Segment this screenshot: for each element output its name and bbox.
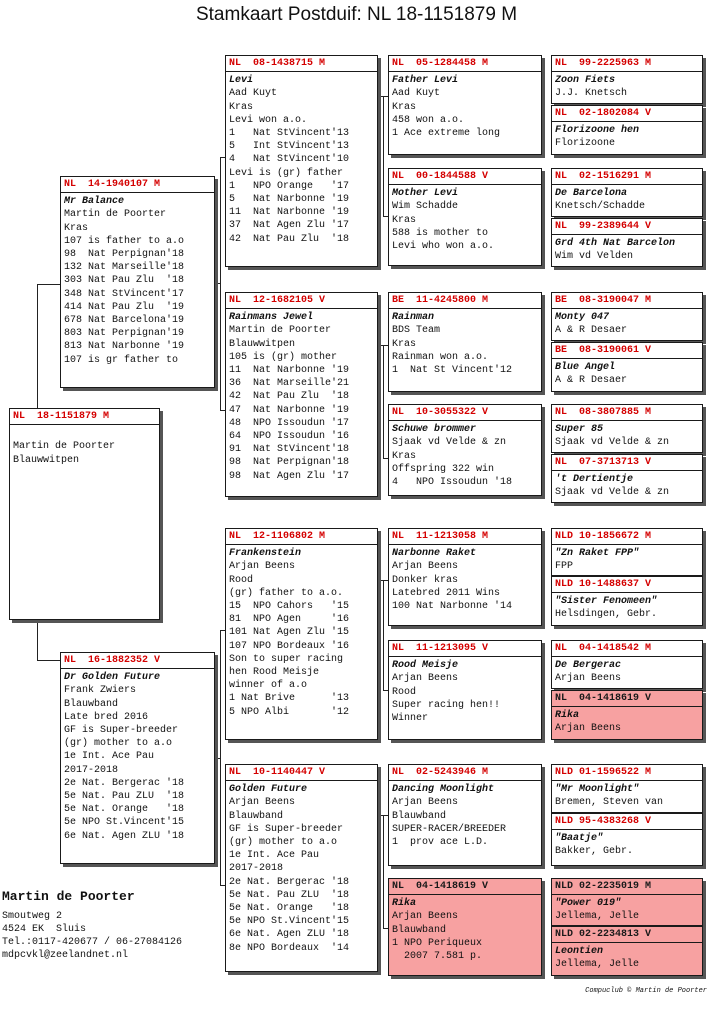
card-line: 2007 7.581 p. bbox=[392, 951, 483, 963]
card-line: 5e Nat. Orange '18 bbox=[229, 903, 350, 915]
card-line: 1 Ace extreme long bbox=[392, 128, 501, 140]
card-line: Blauwband bbox=[229, 810, 284, 822]
ring-number: NL 11-1213095 V bbox=[389, 641, 541, 657]
pigeon-name: Florizoone hen bbox=[555, 125, 640, 137]
card-line: Kras bbox=[392, 214, 417, 226]
card-line: Donker kras bbox=[392, 574, 459, 586]
card-line: Wim Schadde bbox=[392, 201, 459, 213]
card-line: Rood bbox=[392, 686, 417, 698]
card-line: Offspring 322 win bbox=[392, 463, 495, 475]
card-line: 1 Nat StVincent'13 bbox=[229, 128, 350, 140]
ring-number: NL 00-1844588 V bbox=[389, 169, 541, 185]
pedigree-card-g3 bbox=[551, 168, 703, 217]
card-line: Kras bbox=[64, 222, 89, 234]
pigeon-name: Mother Levi bbox=[392, 188, 459, 200]
card-line: Arjan Beens bbox=[229, 561, 296, 573]
pigeon-name: "Zn Raket FPP" bbox=[555, 548, 640, 560]
ring-number: NL 02-5243946 M bbox=[389, 765, 541, 781]
pigeon-name: Super 85 bbox=[555, 424, 604, 436]
connector bbox=[37, 284, 38, 410]
card-line: Arjan Beens bbox=[555, 723, 622, 735]
card-line: 91 Nat StVincent'18 bbox=[229, 444, 350, 456]
pigeon-name: Rika bbox=[555, 710, 580, 722]
pigeon-name: Rika bbox=[392, 898, 417, 910]
card-line: Helsdingen, Gebr. bbox=[555, 609, 658, 621]
card-line: 1e Int. Ace Pau bbox=[64, 751, 155, 763]
pedigree-card-g13 bbox=[551, 764, 703, 813]
ring-number: NL 04-1418619 V bbox=[389, 879, 541, 895]
connector bbox=[37, 284, 62, 285]
pigeon-name: Rainmans Jewel bbox=[229, 312, 314, 324]
card-line: 98 Nat Perpignan'18 bbox=[64, 249, 185, 261]
card-line: Knetsch/Schadde bbox=[555, 201, 646, 213]
card-line: Arjan Beens bbox=[392, 911, 459, 923]
pedigree-card-g1 bbox=[551, 55, 703, 104]
card-line: 37 Nat Agen Zlu '17 bbox=[229, 220, 350, 232]
card-line: A & R Desaer bbox=[555, 375, 628, 387]
connector bbox=[383, 815, 384, 928]
card-line: Son to super racing bbox=[229, 653, 344, 665]
pigeon-name: "Sister Fenomeen" bbox=[555, 596, 658, 608]
card-line: 107 is father to a.o bbox=[64, 235, 185, 247]
ring-number: NL 02-1802084 V bbox=[552, 106, 702, 122]
pedigree-card-subject bbox=[9, 408, 160, 620]
connector bbox=[37, 621, 38, 660]
pigeon-name: Rood Meisje bbox=[392, 660, 459, 672]
card-line: Arjan Beens bbox=[392, 561, 459, 573]
card-line: 15 NPO Cahors '15 bbox=[229, 601, 350, 613]
card-line: Sjaak vd Velde & zn bbox=[555, 437, 670, 449]
card-line: Kras bbox=[392, 338, 417, 350]
ring-number: NL 04-1418542 M bbox=[552, 641, 702, 657]
ring-number: BE 08-3190061 V bbox=[552, 343, 702, 359]
owner-address: Smoutweg 2 bbox=[2, 911, 63, 922]
card-line: GF is Super-breeder bbox=[229, 823, 344, 835]
owner-postcode: 4524 EK Sluis bbox=[2, 924, 87, 935]
card-line: Arjan Beens bbox=[229, 797, 296, 809]
ring-number: NL 02-1516291 M bbox=[552, 169, 702, 185]
card-line: Rood bbox=[229, 574, 254, 586]
pedigree-card-sdd bbox=[388, 404, 542, 496]
card-line: 100 Nat Narbonne '14 bbox=[392, 601, 513, 613]
connector bbox=[383, 580, 384, 690]
pigeon-name: "Mr Moonlight" bbox=[555, 784, 640, 796]
ring-number: NL 12-1682105 V bbox=[226, 293, 377, 309]
card-line bbox=[13, 427, 156, 440]
pigeon-name: "Power 019" bbox=[555, 898, 622, 910]
pedigree-card-g7 bbox=[551, 404, 703, 453]
pedigree-card-sire-dam bbox=[225, 292, 378, 497]
pedigree-card-sire bbox=[60, 176, 215, 388]
card-line: Levi is (gr) father bbox=[229, 167, 344, 179]
card-line: A & R Desaer bbox=[555, 325, 628, 337]
card-line: Martin de Poorter bbox=[13, 441, 116, 453]
pedigree-card-g8 bbox=[551, 454, 703, 503]
card-line: Latebred 2011 Wins bbox=[392, 587, 501, 599]
owner-email: mdpcvkl@zeelandnet.nl bbox=[2, 950, 129, 961]
card-line: Kras bbox=[392, 101, 417, 113]
card-line: 98 Nat Agen Zlu '17 bbox=[229, 470, 350, 482]
pedigree-card-g5 bbox=[551, 292, 703, 341]
card-line: 1 Nat Brive '13 bbox=[229, 693, 350, 705]
card-line: Bakker, Gebr. bbox=[555, 846, 634, 858]
ring-number: NL 10-3055322 V bbox=[389, 405, 541, 421]
connector bbox=[220, 630, 221, 885]
card-line: 5e Nat. Pau ZLU '18 bbox=[64, 791, 185, 803]
card-line: 303 Nat Pau Zlu '18 bbox=[64, 275, 185, 287]
pedigree-card-g9 bbox=[551, 528, 703, 576]
card-line: 414 Nat Pau Zlu '19 bbox=[64, 301, 185, 313]
card-line: Arjan Beens bbox=[392, 797, 459, 809]
card-line: 2e Nat. Bergerac '18 bbox=[64, 777, 185, 789]
card-line: Blauwband bbox=[64, 698, 119, 710]
card-line: Super racing hen!! bbox=[392, 699, 501, 711]
pigeon-name: Dr Golden Future bbox=[64, 672, 161, 684]
ring-number: NL 05-1284458 M bbox=[389, 56, 541, 72]
pigeon-name: Dancing Moonlight bbox=[392, 784, 495, 796]
pigeon-name: De Bergerac bbox=[555, 660, 622, 672]
pedigree-card-dam bbox=[60, 652, 215, 864]
pigeon-name: Rainman bbox=[392, 312, 435, 324]
card-line: 5 Nat Narbonne '19 bbox=[229, 194, 350, 206]
card-line: Jellema, Jelle bbox=[555, 911, 640, 923]
ring-number: NLD 10-1488637 V bbox=[552, 577, 702, 593]
footer-credit: Compuclub © Martin de Poorter bbox=[585, 987, 707, 995]
ring-number: NLD 02-2235019 M bbox=[552, 879, 702, 895]
pigeon-name: 't Dertientje bbox=[555, 474, 634, 486]
card-line: (gr) father to a.o. bbox=[229, 587, 344, 599]
ring-number: NL 04-1418619 V bbox=[552, 691, 702, 707]
card-line: FPP bbox=[555, 561, 574, 573]
ring-number: NL 11-1213058 M bbox=[389, 529, 541, 545]
ring-number: BE 11-4245800 M bbox=[389, 293, 541, 309]
card-line: Martin de Poorter bbox=[64, 209, 167, 221]
card-line: (gr) mother to a.o bbox=[64, 738, 173, 750]
pigeon-name: Schuwe brommer bbox=[392, 424, 477, 436]
card-line: 803 Nat Perpignan'19 bbox=[64, 328, 185, 340]
connector bbox=[37, 660, 62, 661]
ring-number: BE 08-3190047 M bbox=[552, 293, 702, 309]
card-line: 47 Nat Narbonne '19 bbox=[229, 404, 350, 416]
card-line: 5 Int StVincent'13 bbox=[229, 141, 350, 153]
card-line: Aad Kuyt bbox=[229, 88, 278, 100]
card-line: J.J. Knetsch bbox=[555, 88, 628, 100]
owner-info bbox=[2, 889, 182, 962]
card-line: 2017-2018 bbox=[229, 863, 284, 875]
card-line: Arjan Beens bbox=[555, 673, 622, 685]
pedigree-card-g11 bbox=[551, 640, 703, 689]
card-line: winner of a.o bbox=[229, 680, 308, 692]
ring-number: NLD 02-2234813 V bbox=[552, 927, 702, 943]
page-title: Stamkaart Postduif: NL 18-1151879 M bbox=[195, 4, 518, 25]
pedigree-card-dsd bbox=[388, 640, 542, 740]
ring-number: NL 10-1140447 V bbox=[226, 765, 377, 781]
ring-number: NLD 01-1596522 M bbox=[552, 765, 702, 781]
pigeon-name: Blue Angel bbox=[555, 362, 616, 374]
pedigree-card-dam-dam bbox=[225, 764, 378, 972]
pigeon-name: "Baatje" bbox=[555, 833, 604, 845]
card-line: 11 Nat Narbonne '19 bbox=[229, 207, 350, 219]
card-line: Blauwband bbox=[392, 924, 447, 936]
pedigree-card-g4 bbox=[551, 218, 703, 267]
ring-number: NL 18-1151879 M bbox=[10, 409, 159, 425]
pedigree-card-g14 bbox=[551, 813, 703, 866]
pigeon-name: Golden Future bbox=[229, 784, 308, 796]
pedigree-card-g2 bbox=[551, 105, 703, 155]
card-line: Winner bbox=[392, 713, 429, 725]
pigeon-name: Monty 047 bbox=[555, 312, 610, 324]
card-line: 107 NPO Bordeaux '16 bbox=[229, 640, 350, 652]
card-line: Sjaak vd Velde & zn bbox=[555, 487, 670, 499]
pedigree-card-dds bbox=[388, 764, 542, 866]
card-line: 5e Nat. Pau ZLU '18 bbox=[229, 889, 350, 901]
card-line: 36 Nat Marseille'21 bbox=[229, 378, 350, 390]
card-line: 5 NPO Albi '12 bbox=[229, 706, 350, 718]
card-line: Kras bbox=[392, 450, 417, 462]
ring-number: NL 16-1882352 V bbox=[61, 653, 214, 669]
pedigree-card-g16 bbox=[551, 926, 703, 976]
card-line: Blauwwitpen bbox=[229, 338, 296, 350]
card-line: 105 is (gr) mother bbox=[229, 351, 338, 363]
card-line: 48 NPO Issoudun '17 bbox=[229, 417, 350, 429]
card-line: 4 NPO Issoudun '18 bbox=[392, 477, 513, 489]
connector bbox=[383, 345, 384, 458]
ring-number: NLD 10-1856672 M bbox=[552, 529, 702, 545]
card-line: hen Rood Meisje bbox=[229, 667, 320, 679]
pigeon-name: Frankenstein bbox=[229, 548, 302, 560]
owner-name: Martin de Poorter bbox=[2, 889, 135, 904]
pedigree-card-g6 bbox=[551, 342, 703, 392]
card-line: 5e NPO St.Vincent'15 bbox=[64, 817, 185, 829]
connector bbox=[220, 157, 221, 410]
pigeon-name: Leontien bbox=[555, 946, 604, 958]
card-line: Martin de Poorter bbox=[229, 325, 332, 337]
pedigree-card-sss bbox=[388, 55, 542, 155]
card-line: 42 Nat Pau Zlu '18 bbox=[229, 391, 350, 403]
owner-phone: Tel.:0117-420677 / 06-27084126 bbox=[2, 937, 183, 948]
card-line: Florizoone bbox=[555, 138, 616, 150]
card-line: Blauwband bbox=[392, 810, 447, 822]
pigeon-name: Father Levi bbox=[392, 75, 459, 87]
card-line: Levi won a.o. bbox=[229, 114, 308, 126]
pedigree-card-sire-sire bbox=[225, 55, 378, 267]
card-line: Sjaak vd Velde & zn bbox=[392, 437, 507, 449]
card-line: 6e Nat. Agen ZLU '18 bbox=[64, 830, 185, 842]
card-line: Frank Zwiers bbox=[64, 685, 137, 697]
ring-number: NL 99-2225963 M bbox=[552, 56, 702, 72]
card-line: 8e NPO Bordeaux '14 bbox=[229, 942, 350, 954]
card-line: 4 Nat StVincent'10 bbox=[229, 154, 350, 166]
card-line: Bremen, Steven van bbox=[555, 797, 664, 809]
card-line: 6e Nat. Agen ZLU '18 bbox=[229, 929, 350, 941]
pedigree-card-g10 bbox=[551, 576, 703, 626]
card-line: GF is Super-breeder bbox=[64, 725, 179, 737]
pedigree-card-ssd bbox=[388, 168, 542, 266]
card-line: 2e Nat. Bergerac '18 bbox=[229, 876, 350, 888]
pigeon-name: De Barcelona bbox=[555, 188, 628, 200]
card-line: 1e Int. Ace Pau bbox=[229, 850, 320, 862]
ring-number: NL 99-2389644 V bbox=[552, 219, 702, 235]
card-line: 588 is mother to bbox=[392, 227, 489, 239]
card-line: 458 won a.o. bbox=[392, 114, 465, 126]
pigeon-name: Levi bbox=[229, 75, 254, 87]
pedigree-card-dam-sire bbox=[225, 528, 378, 740]
card-line: 132 Nat Marseille'18 bbox=[64, 262, 185, 274]
card-line: 678 Nat Barcelona'19 bbox=[64, 315, 185, 327]
card-line: 5e NPO St.Vincent'15 bbox=[229, 916, 350, 928]
card-line: Arjan Beens bbox=[392, 673, 459, 685]
pedigree-card-g15 bbox=[551, 878, 703, 926]
pedigree-card-ddd bbox=[388, 878, 542, 976]
ring-number: NL 12-1106802 M bbox=[226, 529, 377, 545]
card-line: 1 prov ace L.D. bbox=[392, 837, 489, 849]
card-line: 64 NPO Issoudun '16 bbox=[229, 431, 350, 443]
card-line: 11 Nat Narbonne '19 bbox=[229, 365, 350, 377]
card-line: Rainman won a.o. bbox=[392, 351, 489, 363]
pigeon-name: Narbonne Raket bbox=[392, 548, 477, 560]
ring-number: NLD 95-4383268 V bbox=[552, 814, 702, 830]
card-line: BDS Team bbox=[392, 325, 441, 337]
card-line: 98 Nat Perpignan'18 bbox=[229, 457, 350, 469]
ring-number: NL 08-3807885 M bbox=[552, 405, 702, 421]
card-line: 107 is gr father to bbox=[64, 354, 179, 366]
pigeon-name: Mr Balance bbox=[64, 196, 125, 208]
ring-number: NL 07-3713713 V bbox=[552, 455, 702, 471]
card-line: 81 NPO Agen '16 bbox=[229, 614, 350, 626]
pedigree-card-sds bbox=[388, 292, 542, 392]
card-line: Levi who won a.o. bbox=[392, 241, 495, 253]
card-line: Aad Kuyt bbox=[392, 88, 441, 100]
ring-number: NL 08-1438715 M bbox=[226, 56, 377, 72]
pedigree-card-g12 bbox=[551, 690, 703, 740]
card-line: 1 NPO Orange '17 bbox=[229, 180, 350, 192]
card-line: Wim vd Velden bbox=[555, 251, 634, 263]
connector bbox=[383, 96, 384, 216]
card-line: 42 Nat Pau Zlu '18 bbox=[229, 233, 350, 245]
ring-number: NL 14-1940107 M bbox=[61, 177, 214, 193]
card-line: 348 Nat StVincent'17 bbox=[64, 288, 185, 300]
pigeon-name: Grd 4th Nat Barcelon bbox=[555, 238, 676, 250]
card-line: 1 Nat St Vincent'12 bbox=[392, 365, 513, 377]
card-line: 1 NPO Periqueux bbox=[392, 937, 483, 949]
card-line: Kras bbox=[229, 101, 254, 113]
card-line: SUPER-RACER/BREEDER bbox=[392, 823, 507, 835]
pigeon-name: Zoon Fiets bbox=[555, 75, 616, 87]
card-line: 101 Nat Agen Zlu '15 bbox=[229, 627, 350, 639]
card-line: (gr) mother to a.o bbox=[229, 837, 338, 849]
card-line: 5e Nat. Orange '18 bbox=[64, 804, 185, 816]
pedigree-card-dss bbox=[388, 528, 542, 626]
card-line: Blauwwitpen bbox=[13, 454, 80, 466]
card-line: Jellema, Jelle bbox=[555, 959, 640, 971]
card-line: Late bred 2016 bbox=[64, 711, 149, 723]
card-line: 813 Nat Narbonne '19 bbox=[64, 341, 185, 353]
card-line: 2017-2018 bbox=[64, 764, 119, 776]
